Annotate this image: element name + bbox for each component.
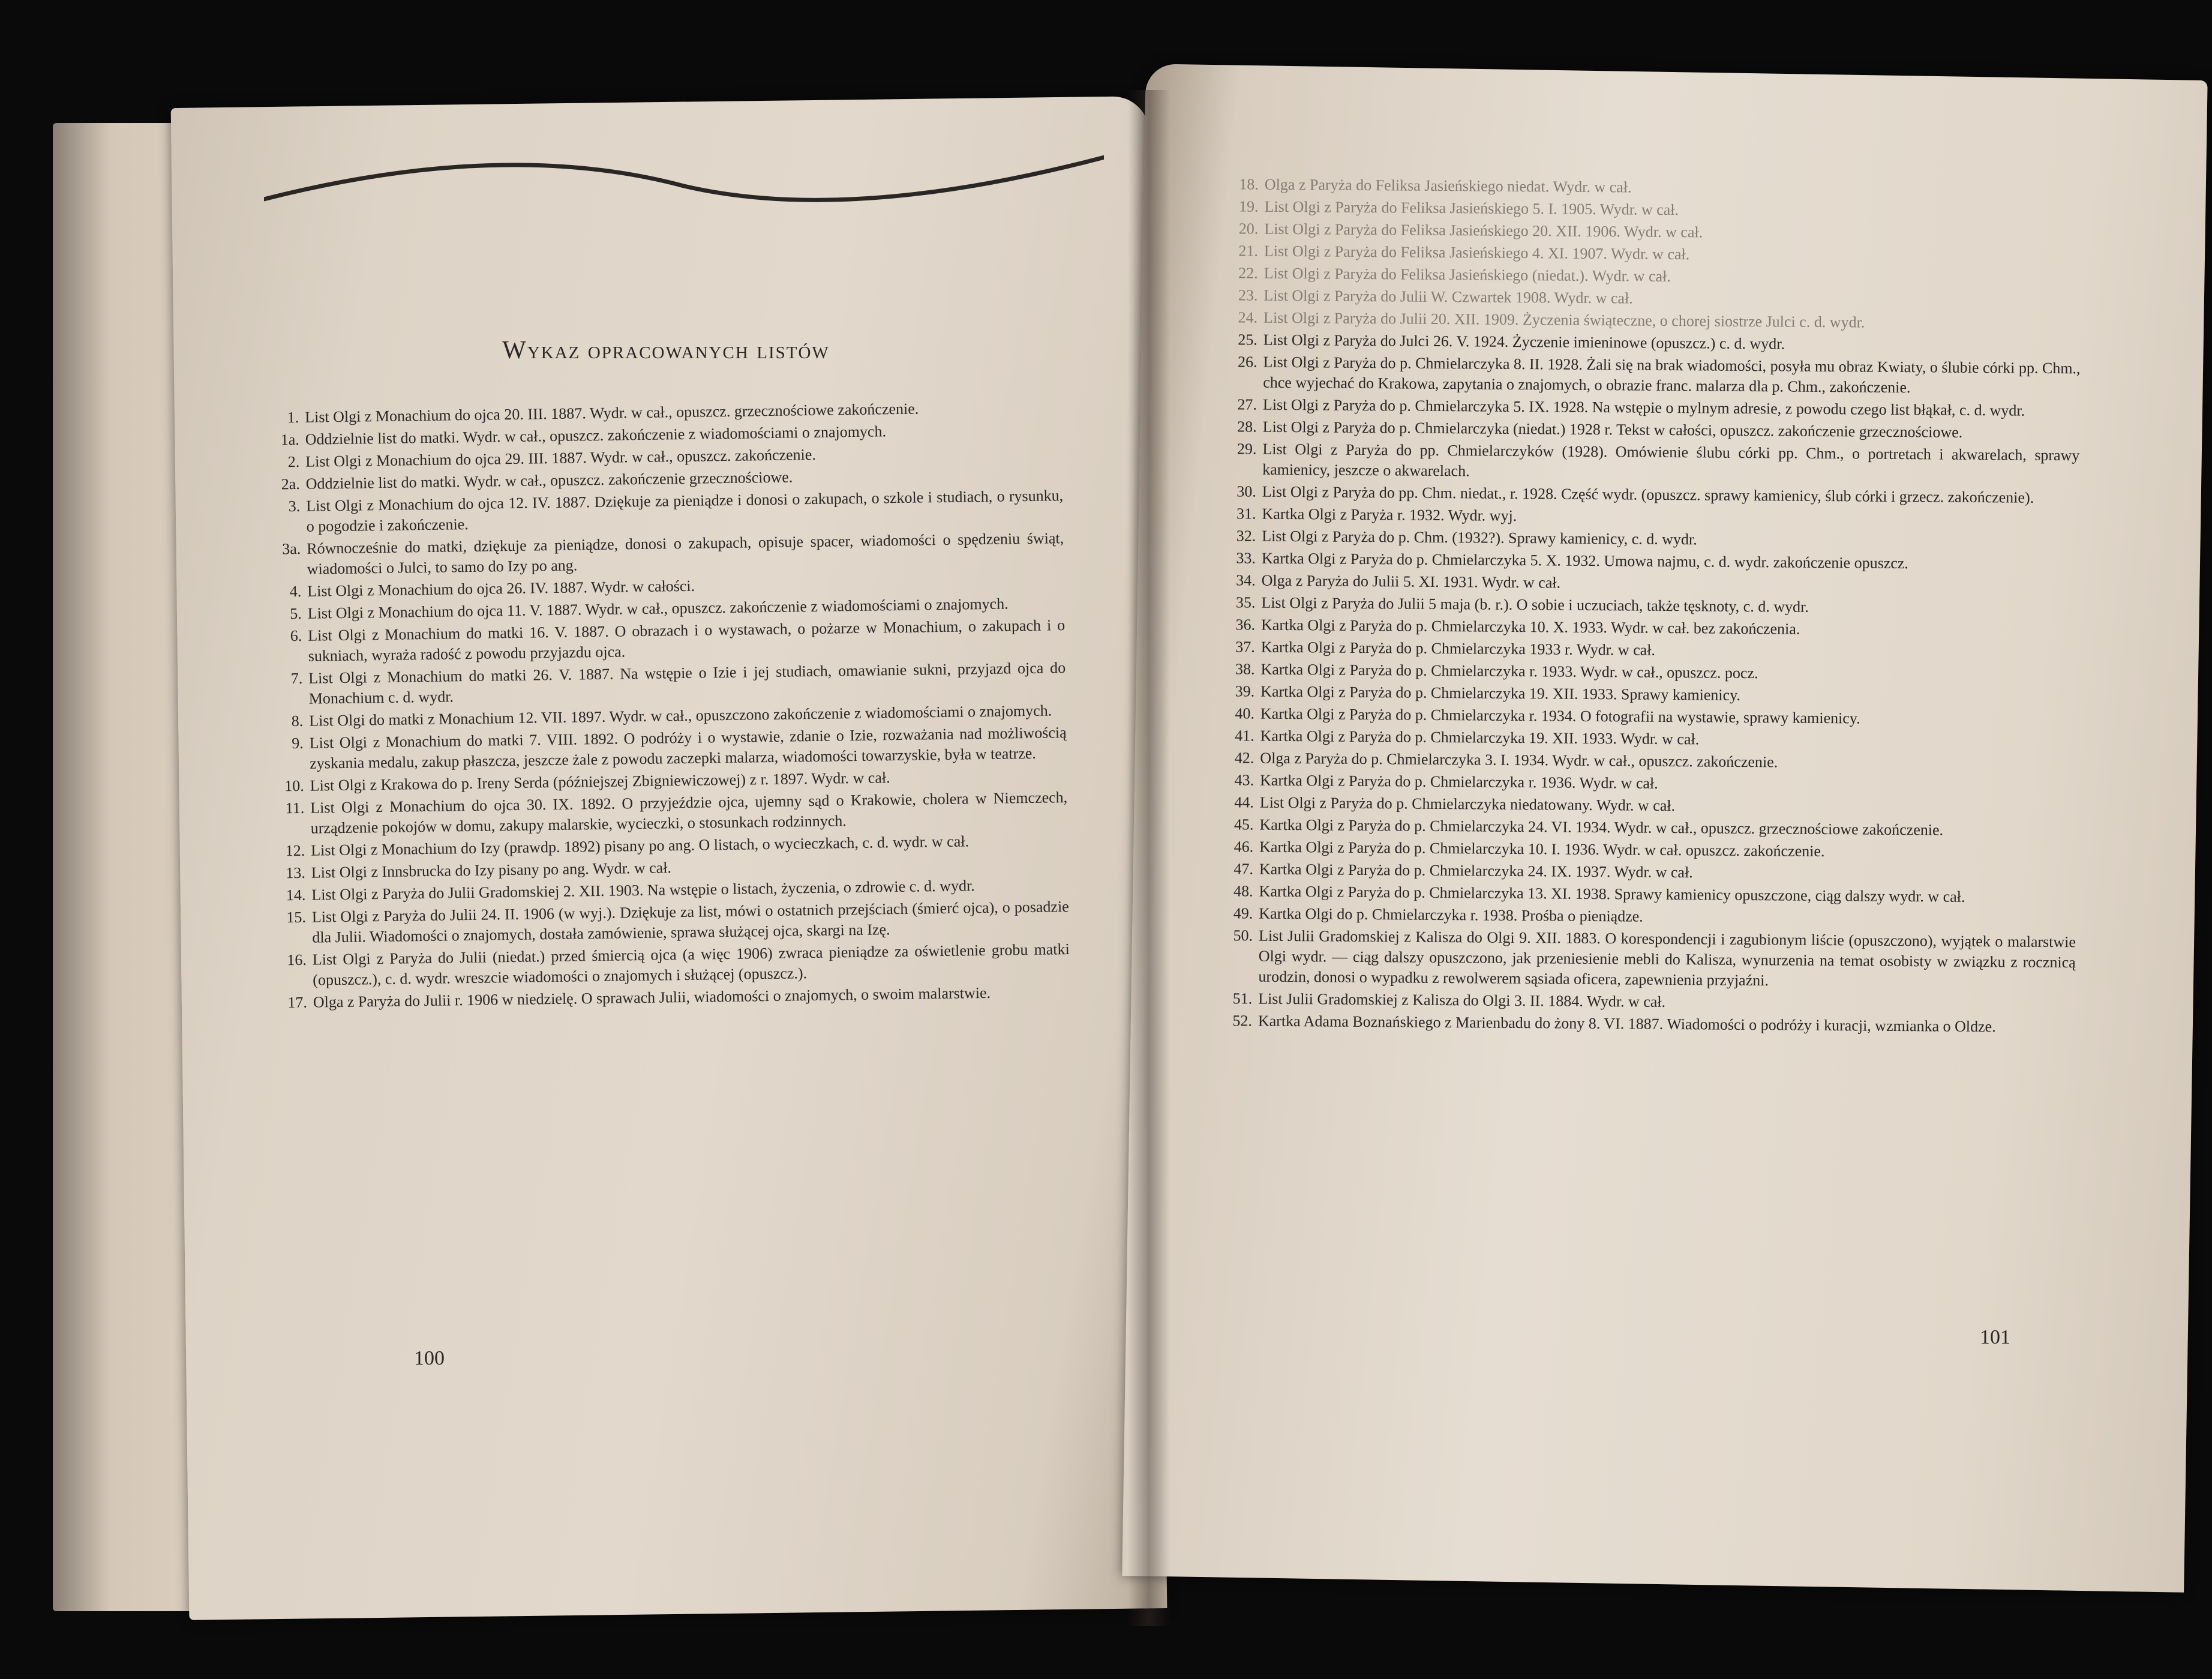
- entry-number: 41.: [1235, 727, 1254, 745]
- letters-list-right: [1205, 174, 2082, 1039]
- entry-text: Olga z Paryża do Julii r. 1906 w niedzielę. O sprawach Julii, wiadomości o znajomych, o swoim malarstwie.: [313, 984, 991, 1011]
- entry-text: List Olgi z Monachium do ojca 11. V. 1887. Wydr. w cał., opuszcz. zakończenie z wiadomościami o znajomych.: [307, 595, 1009, 622]
- entry-number: 22.: [1238, 264, 1258, 282]
- entry-text: Kartka Olgi z Paryża do p. Chmielarczyka 1933 r. Wydr. w cał.: [1260, 638, 1656, 659]
- entry-text: Kartka Olgi z Paryża do p. Chmielarczyka 5. X. 1932. Umowa najmu, c. d. wydr. zakończenie opuszcz.: [1261, 549, 1908, 572]
- entry-number: 25.: [1238, 331, 1257, 349]
- entry-text: Kartka Olgi z Paryża do p. Chmielarczyka 24. IX. 1937. Wydr. w cał.: [1259, 860, 1693, 882]
- entry-text: Równocześnie do matki, dziękuje za pieniądze, donosi o zakupach, opisuje spacer, wiadomości o spędzeniu świąt, wiadomości o Julci, to samo do Izy po ang.: [307, 529, 1064, 578]
- entry-text: List Olgi z Paryża do Julii 20. XII. 1909. Życzenia świąteczne, o chorej siostrze Julci c. d. wydr.: [1263, 308, 1865, 331]
- entry-text: List Olgi z Paryża do Julci 26. V. 1924. Życzenie imieninowe (opuszcz.) c. d. wydr.: [1263, 331, 1785, 353]
- entry-number: 3a.: [282, 539, 301, 558]
- list-item: [1210, 352, 2080, 399]
- entry-text: Kartka Olgi z Paryża do p. Chmielarczyka 19. XII. 1933. Sprawy kamienicy.: [1260, 682, 1741, 704]
- entry-text: Kartka Olgi z Paryża do p. Chmielarczyka r. 1933. Wydr. w cał., opuszcz. pocz.: [1260, 660, 1758, 682]
- entry-number: 30.: [1236, 482, 1256, 500]
- entry-number: 21.: [1238, 242, 1259, 260]
- ornamental-rule-icon: [264, 132, 1104, 204]
- entry-number: 19.: [1238, 197, 1259, 215]
- entry-text: List Olgi z Monachium do ojca 20. III. 1887. Wydr. w cał., opuszcz. grzecznościowe zakończenie.: [305, 400, 919, 426]
- entry-text: List Olgi z Monachium do ojca 12. IV. 1887. Dziękuje za pieniądze i donosi o zakupach, o szkole i studiach, o rysunku, o pogodzie i zakończenie.: [306, 487, 1064, 535]
- entry-number: 26.: [1237, 353, 1257, 371]
- entry-number: 15.: [286, 908, 307, 927]
- entry-number: 2a.: [281, 475, 300, 493]
- entry-number: 8.: [291, 712, 304, 730]
- list-item: [1205, 1011, 2075, 1038]
- entry-number: 32.: [1236, 527, 1256, 545]
- entry-text: List Olgi z Paryża do p. Chmielarczyka 5. IX. 1928. Na wstępie o mylnym adresie, z powodu czego list błąkał, c. d. wydr.: [1262, 395, 2025, 419]
- entry-text: List Olgi z Krakowa do p. Ireny Serda (późniejszej Zbigniewiczowej) z r. 1897. Wydr. w cał.: [310, 769, 890, 794]
- entry-number: 43.: [1234, 771, 1254, 789]
- entry-number: 47.: [1233, 860, 1254, 878]
- entry-number: 10.: [284, 776, 304, 795]
- entry-text: Kartka Adama Boznańskiego z Marienbadu do żony 8. VI. 1887. Wiadomości o podróży i kuracji, wzmianka o Oldze.: [1257, 1012, 1996, 1036]
- entry-text: List Olgi z Paryża do Julii 24. II. 1906 (w wyj.). Dziękuje za list, mówi o ostatnich przejściach (śmierć ojca), o posadzie dla Julii. Wiadomości o znajomych, dostała zamówienie, sprawa służącej ojca, skargi na Izę.: [311, 898, 1069, 946]
- entry-text: List Olgi z Monachium do matki 26. V. 1887. Na wstępie o Izie i jej studiach, omawianie sukni, przyjazd ojca do Monachium c. d. wydr.: [308, 659, 1066, 707]
- entry-text: Kartka Olgi z Paryża do p. Chmielarczyka r. 1936. Wydr. w cał.: [1259, 771, 1658, 792]
- page-number-right: 101: [1980, 1326, 2010, 1348]
- entry-text: List Olgi z Paryża do pp. Chmielarczyków (1928). Omówienie ślubu córki pp. Chm., o portretach i akwarelach, sprawy kamienicy, jeszcze o akwarelach.: [1262, 440, 2080, 480]
- entry-text: Kartka Olgi z Paryża do p. Chmielarczyka 24. VI. 1934. Wydr. w cał., opuszcz. grzecznościowe zakończenie.: [1259, 815, 1944, 839]
- entry-number: 9.: [292, 734, 304, 752]
- entry-number: 31.: [1236, 505, 1256, 523]
- entry-text: List Olgi z Paryża do p. Chmielarczyka (niedat.) 1928 r. Tekst w całości, opuszcz. zakończenie grzecznościowe.: [1262, 418, 1963, 441]
- entry-text: Kartka Olgi z Paryża do p. Chmielarczyka 13. XI. 1938. Sprawy kamienicy opuszczone, ciąg dalszy wydr. w cał.: [1259, 882, 1965, 906]
- entry-text: List Olgi z Innsbrucka do Izy pisany po ang. Wydr. w cał.: [311, 859, 672, 882]
- entry-text: Kartka Olgi do p. Chmielarczyka r. 1938. Prośba o pieniądze.: [1259, 904, 1643, 925]
- entry-text: List Olgi z Paryża do Julii 5 maja (b. r.). O sobie i uczuciach, także tęsknoty, c. d. wydr.: [1261, 593, 1809, 616]
- entry-text: List Olgi z Paryża do Julii (niedat.) przed śmiercią ojca (a więc 1906) zwraca pieniądze za oświetlenie grobu matki (opuszcz.), c. d. wydr. wreszcie wiadomości o znajomych i służącej (opuszcz.).: [312, 940, 1070, 989]
- entry-text: List Olgi z Paryża do Feliksa Jasieńskiego 4. XI. 1907. Wydr. w cał.: [1263, 242, 1690, 263]
- entry-number: 51.: [1232, 990, 1253, 1008]
- entry-text: Kartka Olgi z Paryża do p. Chmielarczyka r. 1934. O fotografii na wystawie, sprawy kamienicy.: [1260, 704, 1860, 727]
- entry-text: Oddzielnie list do matki. Wydr. w cał., opuszcz. zakończenie z wiadomościami o znajomych.: [305, 422, 887, 448]
- entry-number: 17.: [287, 993, 308, 1012]
- entry-number: 24.: [1238, 308, 1258, 326]
- entry-text: Kartka Olgi z Paryża do p. Chmielarczyka 10. X. 1933. Wydr. w cał. bez zakończenia.: [1260, 616, 1800, 638]
- entry-text: List Olgi z Paryża do p. Chmielarczyka niedatowany. Wydr. w cał.: [1259, 793, 1676, 815]
- entry-text: List Olgi z Monachium do matki 7. VIII. 1892. O podróży i o wystawie, zdanie o Izie, rozważania nad możliwością zyskania medalu, zakup płaszcza, jeszcze żale z powodu zaczepki malarza, wiadomości towarzyskie, była w teatrze.: [309, 724, 1067, 772]
- entry-number: 52.: [1232, 1012, 1253, 1030]
- entry-number: 38.: [1235, 660, 1255, 678]
- entry-text: Kartka Olgi z Paryża do p. Chmielarczyka 10. I. 1936. Wydr. w cał. opuszcz. zakończenie.: [1259, 838, 1825, 861]
- entry-number: 27.: [1237, 395, 1257, 413]
- entry-text: Kartka Olgi z Paryża r. 1932. Wydr. wyj.: [1262, 505, 1517, 525]
- entry-text: List Olgi z Paryża do Feliksa Jasieńskiego 20. XII. 1906. Wydr. w cał.: [1264, 220, 1703, 241]
- entry-text: List Olgi z Paryża do pp. Chm. niedat., r. 1928. Część wydr. (opuszcz. sprawy kamienicy, ślub córki i grzecz. zakończenie).: [1262, 482, 2034, 506]
- list-item: [1209, 439, 2079, 486]
- entry-text: List Olgi z Paryża do Feliksa Jasieńskiego 5. I. 1905. Wydr. w cał.: [1264, 197, 1679, 219]
- page-title: Wykaz opracowanych listów: [502, 337, 830, 364]
- entry-text: List Olgi z Paryża do Julii Gradomskiej 2. XII. 1903. Na wstępie o listach, życzenia, o zdrowie c. d. wydr.: [311, 877, 975, 904]
- entry-number: 44.: [1234, 793, 1254, 811]
- entry-number: 28.: [1237, 418, 1257, 436]
- entry-text: List Olgi z Paryża do p. Chm. (1932?). Sprawy kamienicy, c. d. wydr.: [1262, 527, 1697, 548]
- entry-number: 18.: [1239, 175, 1259, 193]
- entry-number: 1.: [287, 408, 299, 427]
- entry-number: 12.: [285, 841, 305, 860]
- entry-text: List Olgi z Monachium do ojca 26. IV. 1887. Wydr. w całości.: [307, 577, 695, 600]
- entry-text: List Olgi z Paryża do Julii W. Czwartek 1908. Wydr. w cał.: [1263, 286, 1633, 307]
- entry-number: 20.: [1238, 220, 1259, 238]
- page-number-left: 100: [414, 1347, 445, 1369]
- entry-number: 1a.: [280, 430, 299, 449]
- entry-text: Kartka Olgi z Paryża do p. Chmielarczyka 19. XII. 1933. Wydr. w cał.: [1260, 727, 1700, 748]
- entry-number: 3.: [288, 497, 301, 515]
- entry-number: 4.: [289, 582, 302, 601]
- entry-text: List Olgi do matki z Monachium 12. VII. 1897. Wydr. w cał., opuszczono zakończenie z wiadomościami o znajomych.: [309, 701, 1052, 730]
- entry-number: 34.: [1236, 571, 1256, 589]
- entry-text: Olga z Paryża do Feliksa Jasieńskiego niedat. Wydr. w cał.: [1264, 175, 1632, 196]
- entry-number: 29.: [1236, 440, 1257, 458]
- entry-number: 36.: [1235, 616, 1256, 634]
- entry-text: Olga z Paryża do p. Chmielarczyka 3. I. 1934. Wydr. w cał., opuszcz. zakończenie.: [1260, 749, 1778, 771]
- entry-text: List Olgi z Monachium do ojca 30. IX. 1892. O przyjeździe ojca, ujemny sąd o Krakowie, cholera w Niemczech, urządzenie pokojów w domu, zakupy malarskie, wycieczki, o stosunkach rodzinnych.: [310, 788, 1068, 837]
- entry-number: 16.: [287, 951, 307, 969]
- entry-number: 35.: [1235, 593, 1256, 611]
- letters-list-left: [252, 397, 1070, 1015]
- entry-number: 33.: [1236, 549, 1256, 567]
- entry-text: List Olgi z Monachium do ojca 29. III. 1887. Wydr. w cał., opuszcz. zakończenie.: [305, 445, 817, 470]
- entry-text: Olga z Paryża do Julii 5. XI. 1931. Wydr. w cał.: [1261, 571, 1561, 592]
- entry-number: 49.: [1233, 904, 1253, 922]
- entry-number: 11.: [285, 799, 305, 817]
- entry-text: List Olgi z Paryża do Feliksa Jasieńskiego (niedat.). Wydr. w cał.: [1263, 264, 1671, 286]
- entry-number: 13.: [286, 864, 306, 882]
- entry-text: List Julii Gradomskiej z Kalisza do Olgi 9. XII. 1883. O korespondencji i zagubionym liście (opuszczono), wyjątek o malarstwie Olgi wydr. — ciąg dalszy opuszczono, jak przeniesienie mebli do Kalisza, wynurzenia na temat osobisty w związku z rocznicą urodzin, donosi o wypadku z rewolwerem sąsiada oficera, zapewnienia przyjaźni.: [1258, 927, 2076, 990]
- entry-number: 2.: [287, 452, 300, 471]
- entry-number: 7.: [290, 669, 303, 688]
- entry-number: 5.: [290, 604, 302, 623]
- entry-number: 50.: [1233, 927, 1253, 945]
- entry-text: List Julii Gradomskiej z Kalisza do Olgi 3. II. 1884. Wydr. w cał.: [1258, 990, 1666, 1011]
- list-item: [1205, 925, 2076, 993]
- entry-number: 40.: [1235, 704, 1255, 722]
- book-gutter: [1128, 90, 1170, 1626]
- entry-number: 48.: [1233, 882, 1253, 900]
- entry-number: 37.: [1235, 638, 1255, 656]
- entry-number: 23.: [1238, 286, 1258, 304]
- entry-number: 46.: [1233, 838, 1254, 856]
- entry-text: List Olgi z Paryża do p. Chmielarczyka 8. II. 1928. Żali się na brak wiadomości, posyła mu obraz Kwiaty, o ślubie córki pp. Chm., chce wyjechać do Krakowa, zapytania o znajomych, o obrazie franc. malarza dla p. Chm., zakończenie.: [1263, 353, 2081, 397]
- entry-number: 42.: [1234, 749, 1254, 767]
- entry-text: Oddzielnie list do matki. Wydr. w cał., opuszcz. zakończenie grzecznościowe.: [305, 468, 793, 493]
- entry-text: List Olgi z Monachium do matki 16. V. 1887. O obrazach i o wystawach, o pożarze w Monachium, o zakupach i o sukniach, wyraża radość z powodu przyjazdu ojca.: [308, 616, 1066, 665]
- entry-number: 45.: [1233, 815, 1254, 833]
- entry-text: List Olgi z Monachium do Izy (prawdp. 1892) pisany po ang. O listach, o wycieczkach, c. d. wydr. w cał.: [311, 832, 970, 859]
- entry-number: 6.: [290, 626, 302, 645]
- entry-number: 39.: [1235, 682, 1255, 700]
- entry-number: 14.: [286, 886, 306, 904]
